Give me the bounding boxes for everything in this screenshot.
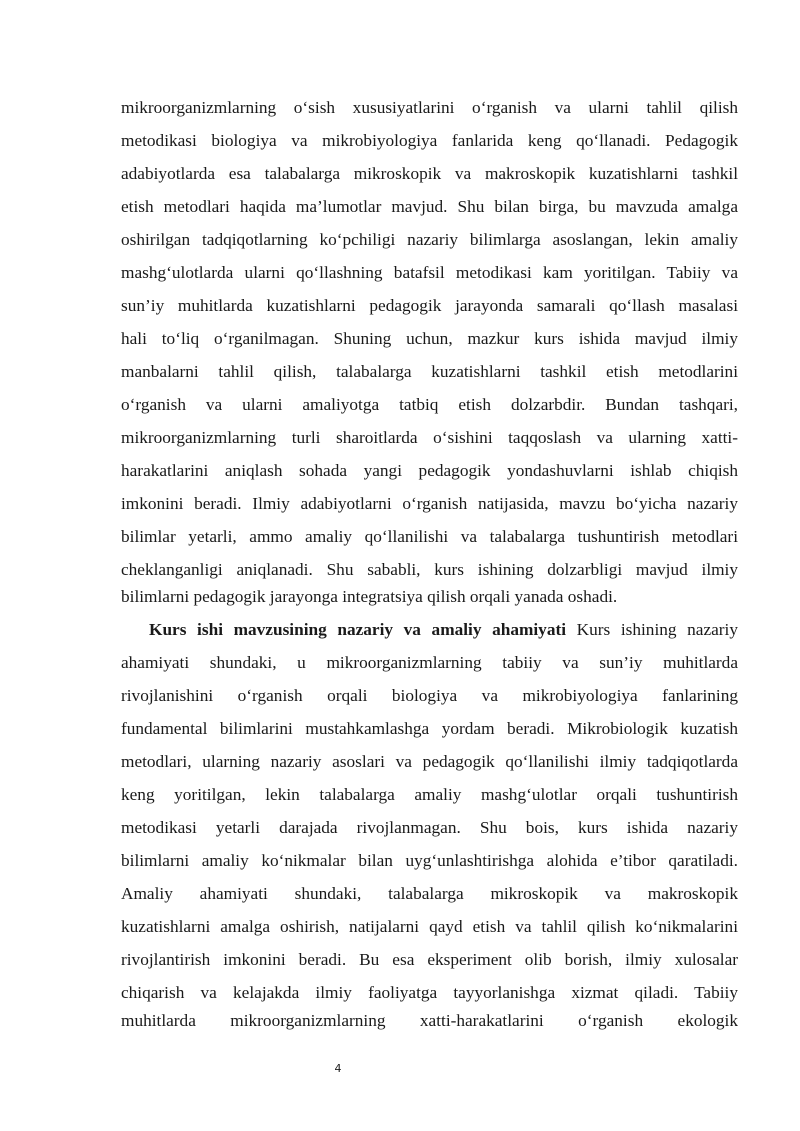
paragraph-1-line: manbalarni tahlil qilish, talabalarga kuzatishlarni tashkil etish metodlarini xyxy=(121,362,738,381)
page-number-text: 4 xyxy=(334,1062,342,1075)
paragraph-1-line: o‘rganish va ularni amaliyotga tatbiq etish dolzarbdir. Bundan tashqari, xyxy=(121,395,738,414)
paragraph-1-line: bilimlar yetarli, ammo amaliy qo‘llanilishi va talabalarga tushuntirish metodlari xyxy=(121,527,738,546)
paragraph-1-line: mikroorganizmlarning turli sharoitlarda o‘sishini taqqoslash va ularning xatti- xyxy=(121,428,738,447)
paragraph-2-line: fundamental bilimlarini mustahkamlashga yordam beradi. Mikrobiologik kuzatish xyxy=(121,719,738,738)
paragraph-1-line: adabiyotlarda esa talabalarga mikroskopik va makroskopik kuzatishlarni tashkil xyxy=(121,164,738,183)
paragraph-2-line: keng yoritilgan, lekin talabalarga amaliy mashg‘ulotlar orqali tushuntirish xyxy=(121,785,738,804)
paragraph-2-first-line xyxy=(149,613,738,646)
paragraph-1-line: hali to‘liq o‘rganilmagan. Shuning uchun, mazkur kurs ishida mavjud ilmiy xyxy=(121,329,738,348)
paragraph-1-line: imkonini beradi. Ilmiy adabiyotlarni o‘rganish natijasida, mavzu bo‘yicha nazariy xyxy=(121,494,738,513)
paragraph-1-line: metodikasi biologiya va mikrobiyologiya fanlarida keng qo‘llanadi. Pedagogik xyxy=(121,131,738,150)
paragraph-1-line: cheklanganligi aniqlanadi. Shu sababli, kurs ishining dolzarbligi mavjud ilmiy xyxy=(121,560,738,579)
paragraph-1-line: bilimlarni pedagogik jarayonga integratsiya qilish orqali yanada oshadi. xyxy=(121,587,618,606)
paragraph-1-line: sun’iy muhitlarda kuzatishlarni pedagogik jarayonda samarali qo‘llash masalasi xyxy=(121,296,738,315)
paragraph-2-line: chiqarish va kelajakda ilmiy faoliyatga tayyorlanishga xizmat qiladi. Tabiiy xyxy=(121,983,738,1002)
paragraph-2-line: metodlari, ularning nazariy asoslari va pedagogik qo‘llanilishi ilmiy tadqiqotlarda xyxy=(121,752,738,771)
page-number xyxy=(0,1062,800,1075)
paragraph-2-line: rivojlanishini o‘rganish orqali biologiya va mikrobiyologiya fanlarining xyxy=(121,686,738,705)
paragraph-2-line: ahamiyati shundaki, u mikroorganizmlarning tabiiy va sun’iy muhitlarda xyxy=(121,653,738,672)
paragraph-2-line: kuzatishlarni amalga oshirish, natijalarni qayd etish va tahlil qilish ko‘nikmalarini xyxy=(121,917,738,936)
paragraph-2-line: metodikasi yetarli darajada rivojlanmagan. Shu bois, kurs ishida nazariy xyxy=(121,818,738,837)
paragraph-2-line: bilimlarni amaliy ko‘nikmalar bilan uyg‘unlashtirishga alohida e’tibor qaratiladi. xyxy=(121,851,738,870)
paragraph-2-line: rivojlantirish imkonini beradi. Bu esa eksperiment olib borish, ilmiy xulosalar xyxy=(121,950,738,969)
paragraph-1-line: mikroorganizmlarning o‘sish xususiyatlarini o‘rganish va ularni tahlil qilish xyxy=(121,98,738,117)
paragraph-1-line: harakatlarini aniqlash sohada yangi pedagogik yondashuvlarni ishlab chiqish xyxy=(121,461,738,480)
section-heading: Kurs ishi mavzusining nazariy va amaliy ahamiyati xyxy=(149,620,567,639)
paragraph-2-line: Amaliy ahamiyati shundaki, talabalarga mikroskopik va makroskopik xyxy=(121,884,738,903)
paragraph-2-first-line-text: Kurs ishining nazariy xyxy=(566,620,738,639)
paragraph-2-line: muhitlarda mikroorganizmlarning xatti-harakatlarini o‘rganish ekologik xyxy=(121,1011,738,1030)
paragraph-1-line: etish metodlari haqida ma’lumotlar mavjud. Shu bilan birga, bu mavzuda amalga xyxy=(121,197,738,216)
paragraph-1-line: oshirilgan tadqiqotlarning ko‘pchiligi nazariy bilimlarga asoslangan, lekin amaliy xyxy=(121,230,738,249)
paragraph-1-line: mashg‘ulotlarda ularni qo‘llashning batafsil metodikasi kam yoritilgan. Tabiiy va xyxy=(121,263,738,282)
